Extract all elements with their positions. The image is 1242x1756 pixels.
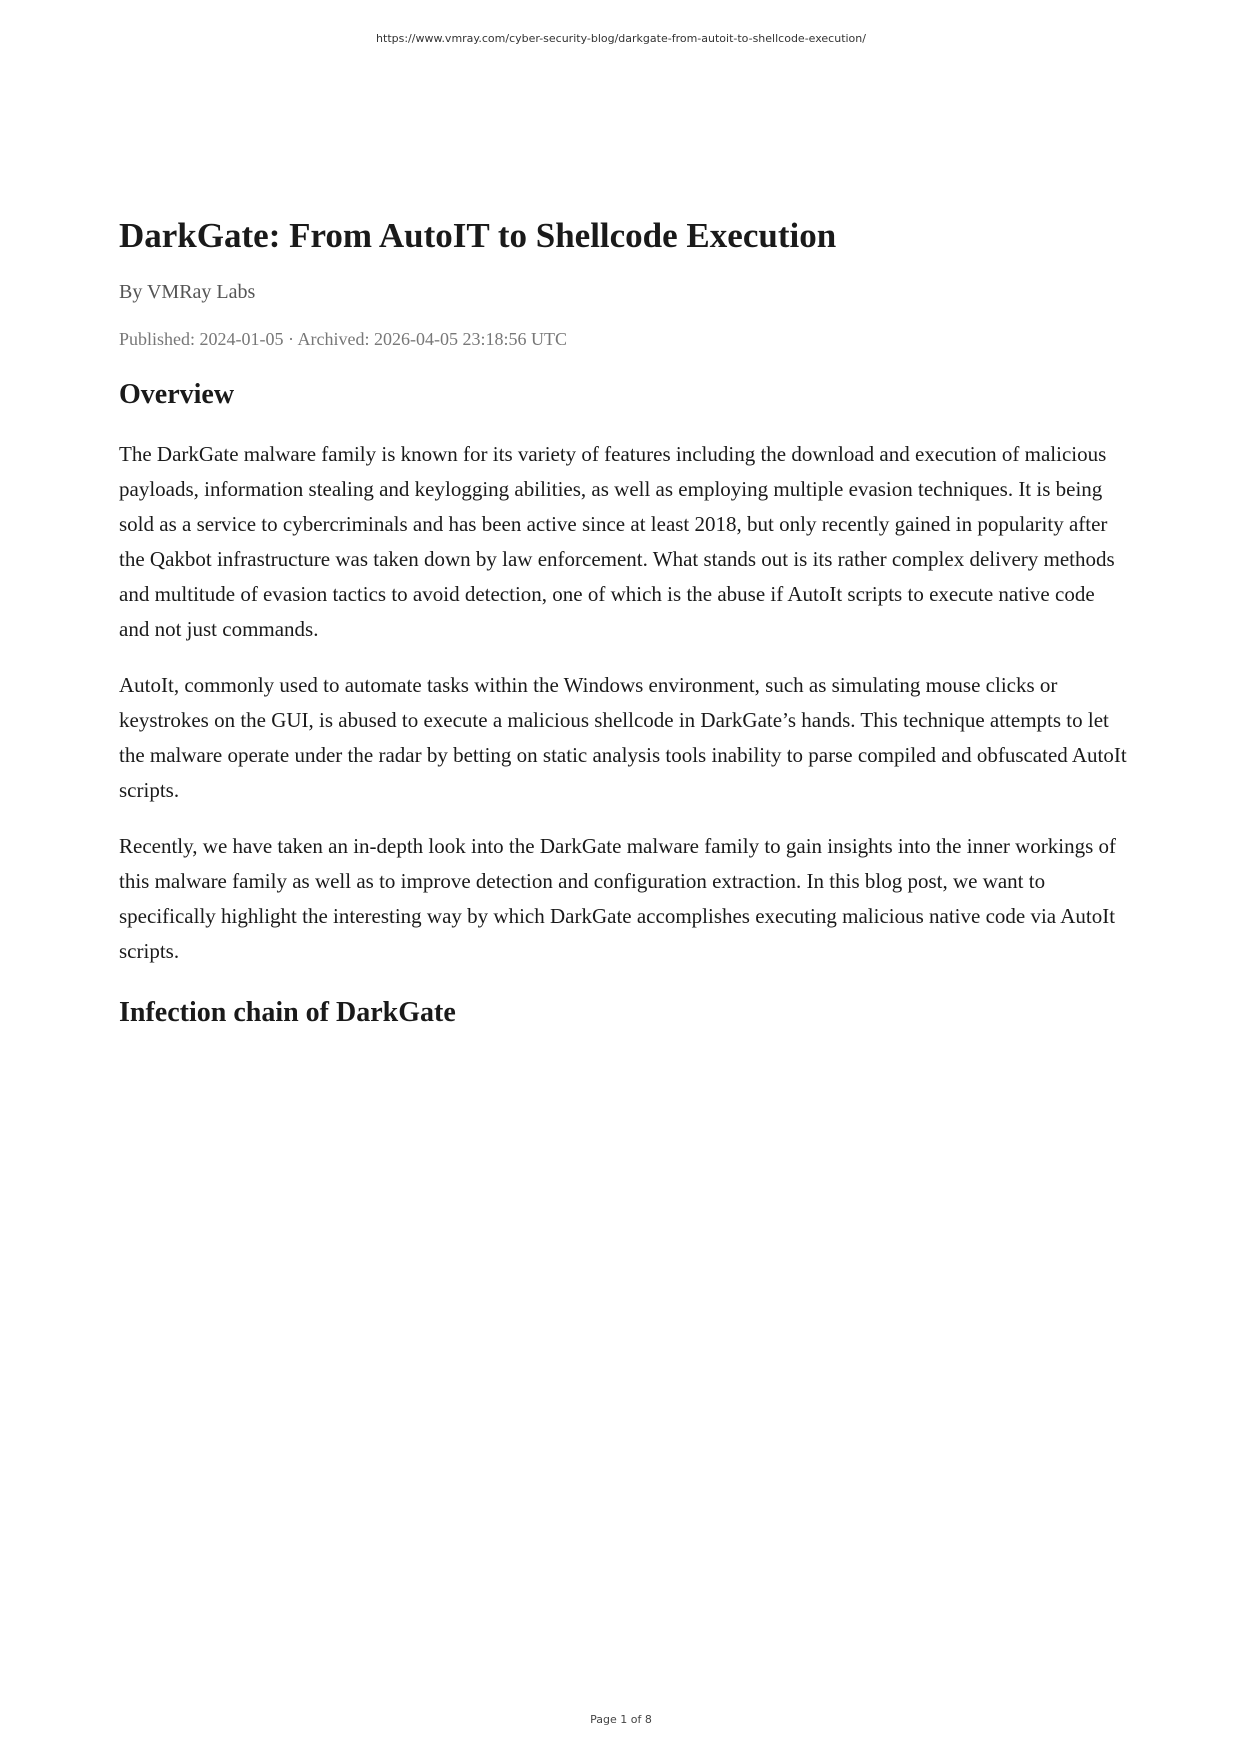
page-url: https://www.vmray.com/cyber-security-blog/darkgate-from-autoit-to-shellcode-execution/ (376, 32, 866, 45)
article-byline: By VMRay Labs (119, 281, 256, 303)
page-number: Page 1 of 8 (590, 1713, 652, 1726)
paragraph: Recently, we have taken an in-depth look into the DarkGate malware family to gain insights into the inner workings of this malware family as well as to improve detection and configuration extraction. In this blog post, we want to specifically highlight the interesting way by which DarkGate accomplishes executing malicious native code via AutoIt scripts. (119, 834, 1117, 963)
article-meta: Published: 2024-01-05 · Archived: 2026-04-05 23:18:56 UTC (119, 329, 567, 349)
section-heading-infection-chain: Infection chain of DarkGate (119, 997, 456, 1028)
paragraph: AutoIt, commonly used to automate tasks within the Windows environment, such as simulating mouse clicks or keystrokes on the GUI, is abused to execute a malicious shellcode in DarkGate’s hands. This technique attempts to let the malware operate under the radar by betting on static analysis tools inability to parse compiled and obfuscated AutoIt scripts. (119, 673, 1127, 802)
article (119, 212, 1129, 1031)
paragraph: The DarkGate malware family is known for its variety of features including the download and execution of malicious payloads, information stealing and keylogging abilities, as well as employing multiple evasion techniques. It is being sold as a service to cybercriminals and has been active since at least 2018, but only recently gained in popularity after the Qakbot infrastructure was taken down by law enforcement. What stands out is its rather complex delivery methods and multitude of evasion tactics to avoid detection, one of which is the abuse if AutoIt scripts to execute native code and not just commands. (119, 442, 1115, 641)
section-heading-overview: Overview (119, 379, 235, 410)
article-title: DarkGate: From AutoIT to Shellcode Execution (119, 216, 837, 255)
